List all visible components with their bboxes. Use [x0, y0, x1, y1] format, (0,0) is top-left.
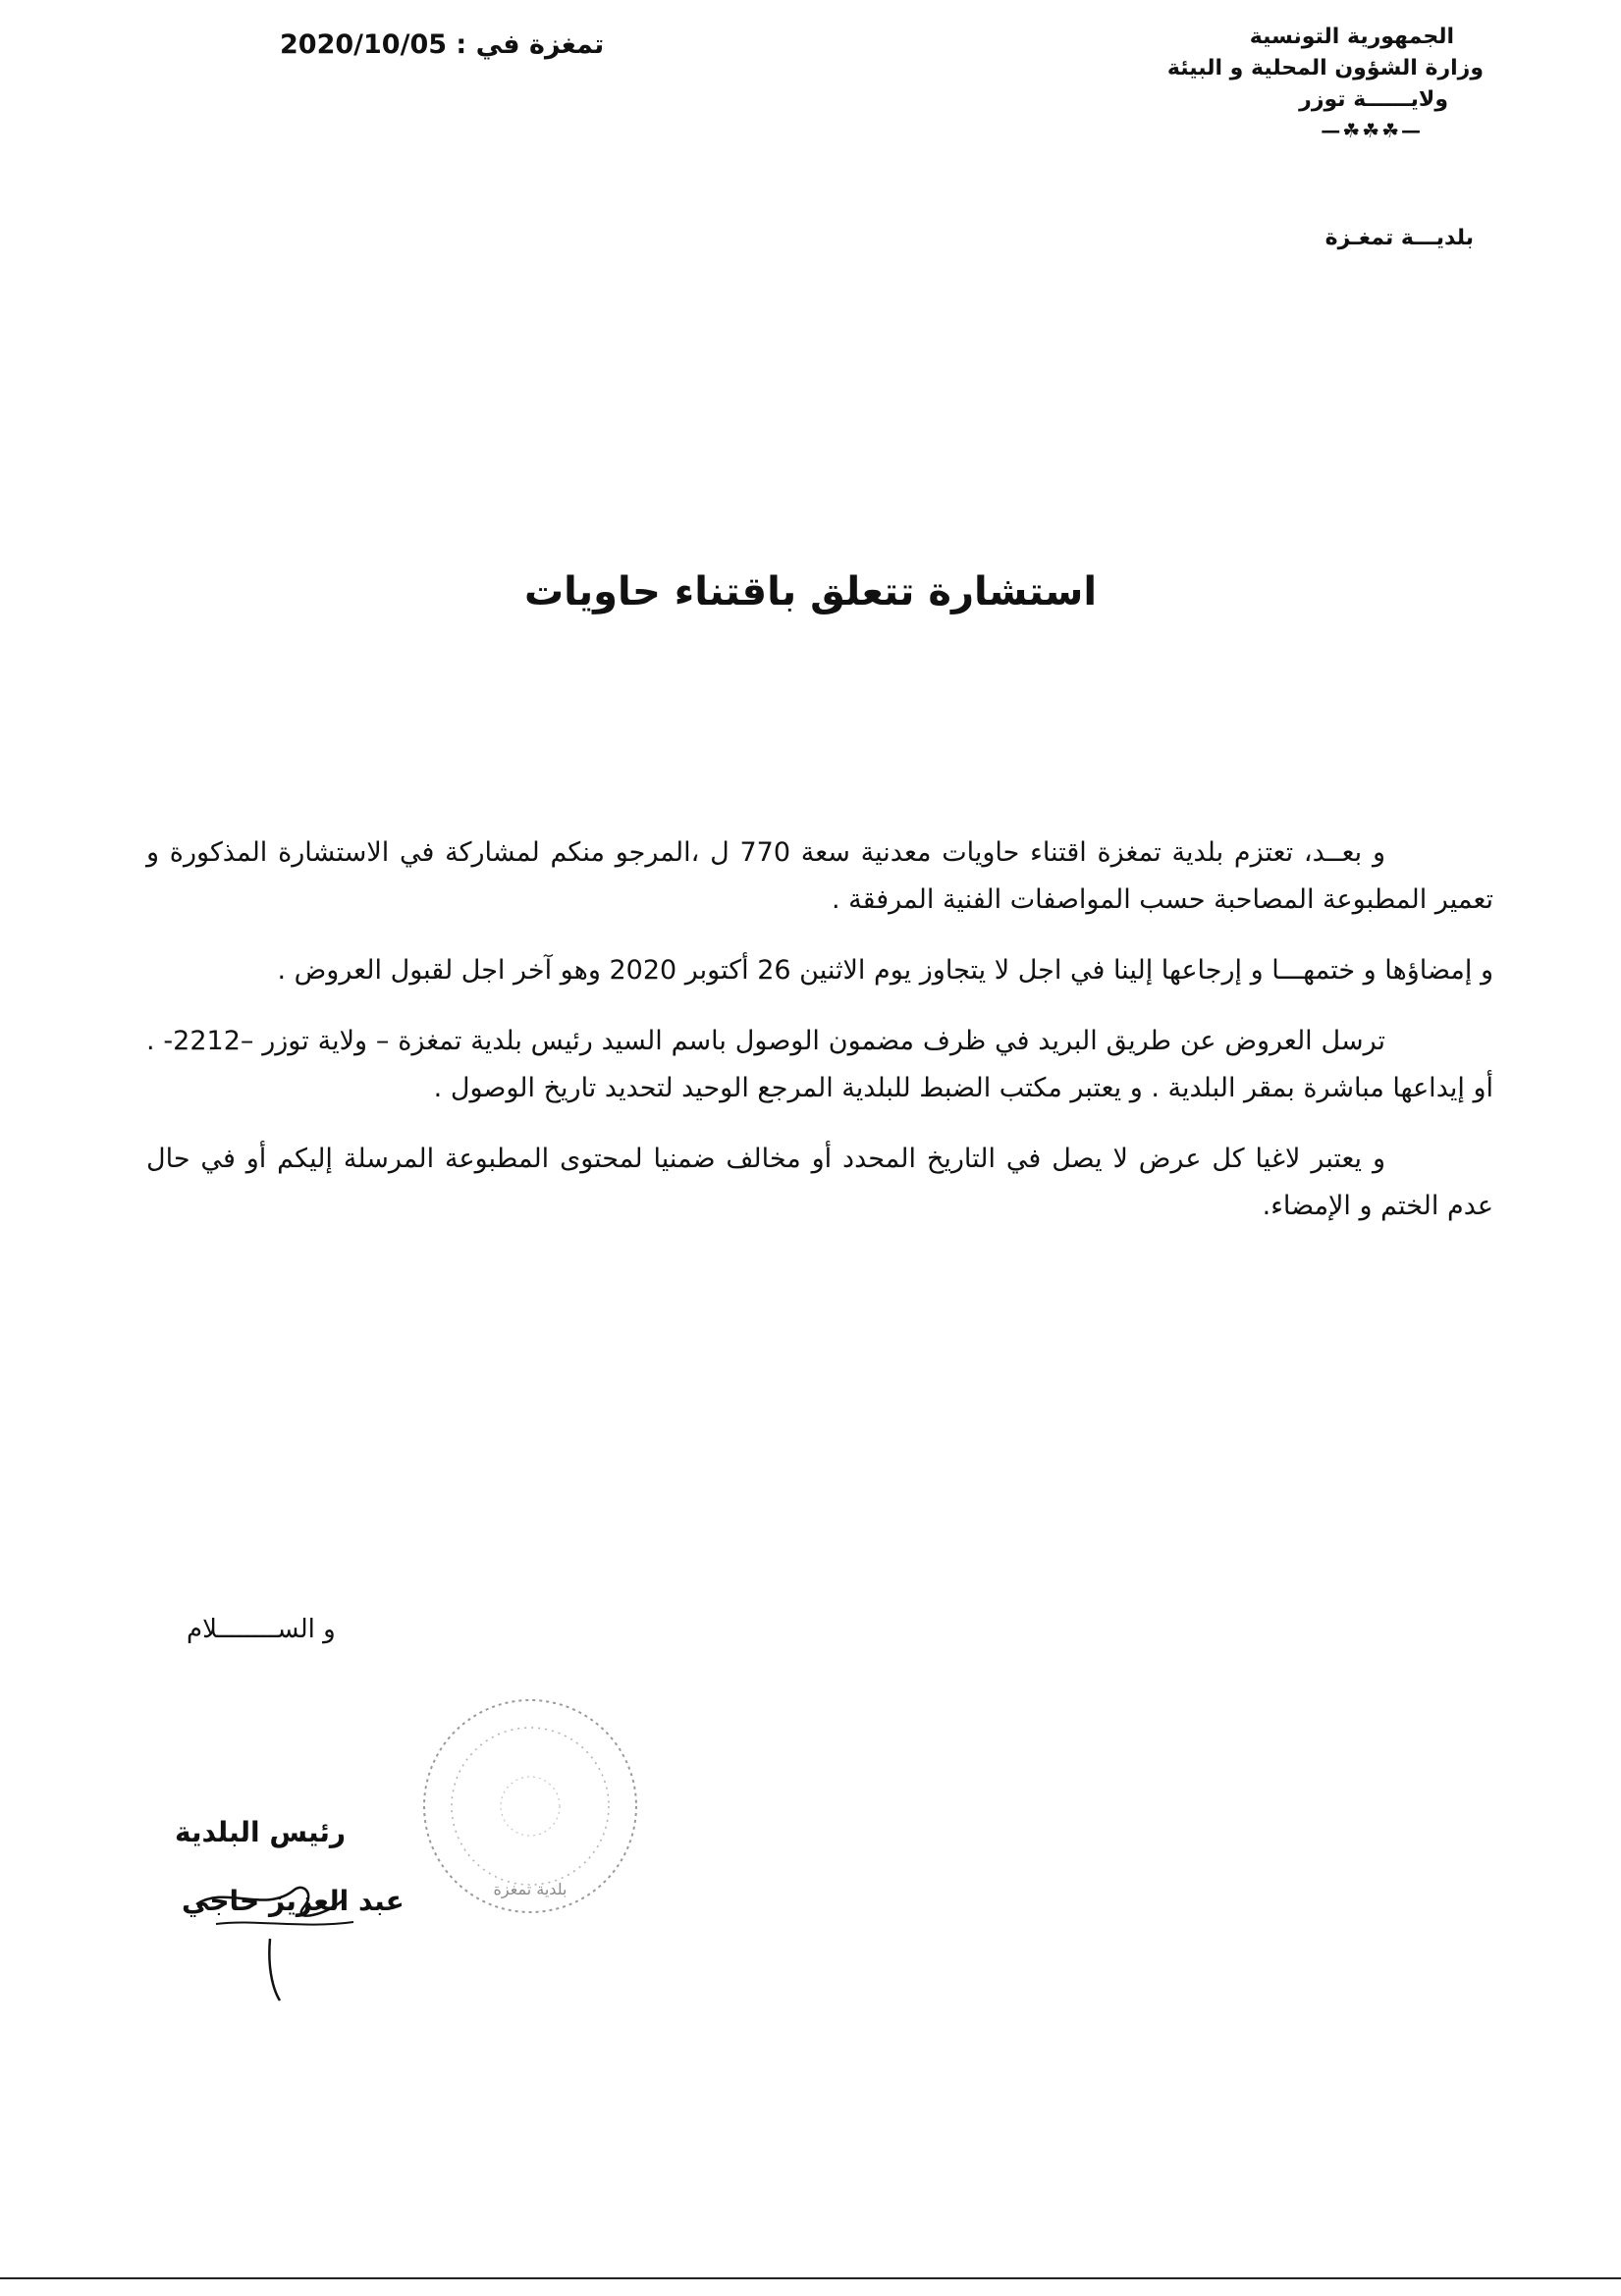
closing-salutation: و الســــــــلام — [187, 1615, 336, 1644]
body-paragraph-2: و إمضاؤها و ختمهـــا و إرجاعها إلينا في اجل لا يتجاوز يوم الاثنين 26 أكتوبر 2020 وهو آخر اجل لقبول العروض . — [277, 955, 1493, 986]
page-bottom-rule — [0, 2277, 1621, 2279]
document-title: استشارة تتعلق باقتناء حاويات — [523, 569, 1098, 614]
body-paragraph-1: و بعــد، تعتزم بلدية تمغزة اقتناء حاويات معدنية سعة 770 ل ،المرجو منكم لمشاركة في الاستشارة المذكورة و تعمير المطبوعة المصاحبة حسب المواصفات الفنية المرفقة . — [146, 837, 1493, 915]
body-paragraph-4: و يعتبر لاغيا كل عرض لا يصل في التاريخ المحدد أو مخالف ضمنيا لمحتوى المطبوعة المرسلة إليكم أو في حال عدم الختم و الإمضاء. — [146, 1144, 1493, 1221]
letter-body — [146, 829, 1493, 1230]
letterhead — [1071, 22, 1484, 145]
place-date: تمغزة في : 2020/10/05 — [280, 29, 605, 60]
ministry-heading: وزارة الشؤون المحلية و البيئة — [1166, 56, 1484, 80]
republic-heading: الجمهورية التونسية — [1249, 25, 1454, 49]
signatory-name: عبد العزيز حاجي — [182, 1885, 405, 1917]
handwritten-signature — [157, 1845, 452, 2002]
municipality-heading: بلديـــة تمغـزة — [1324, 226, 1474, 250]
emblem-ornament: —☘☘☘— — [1321, 119, 1423, 142]
stamp-label: بلدية تمغزة — [493, 1880, 567, 1898]
governorate-heading: ولايــــــة توزر — [1299, 87, 1448, 112]
body-paragraph-3: ترسل العروض عن طريق البريد في ظرف مضمون الوصول باسم السيد رئيس بلدية تمغزة – ولاية توزر –2212- . أو إيداعها مباشرة بمقر البلدية . و يعتبر مكتب الضبط للبلدية المرجع الوحيد لتحديد تاريخ الوصول . — [146, 1026, 1493, 1103]
signatory-title: رئيس البلدية — [175, 1816, 347, 1848]
